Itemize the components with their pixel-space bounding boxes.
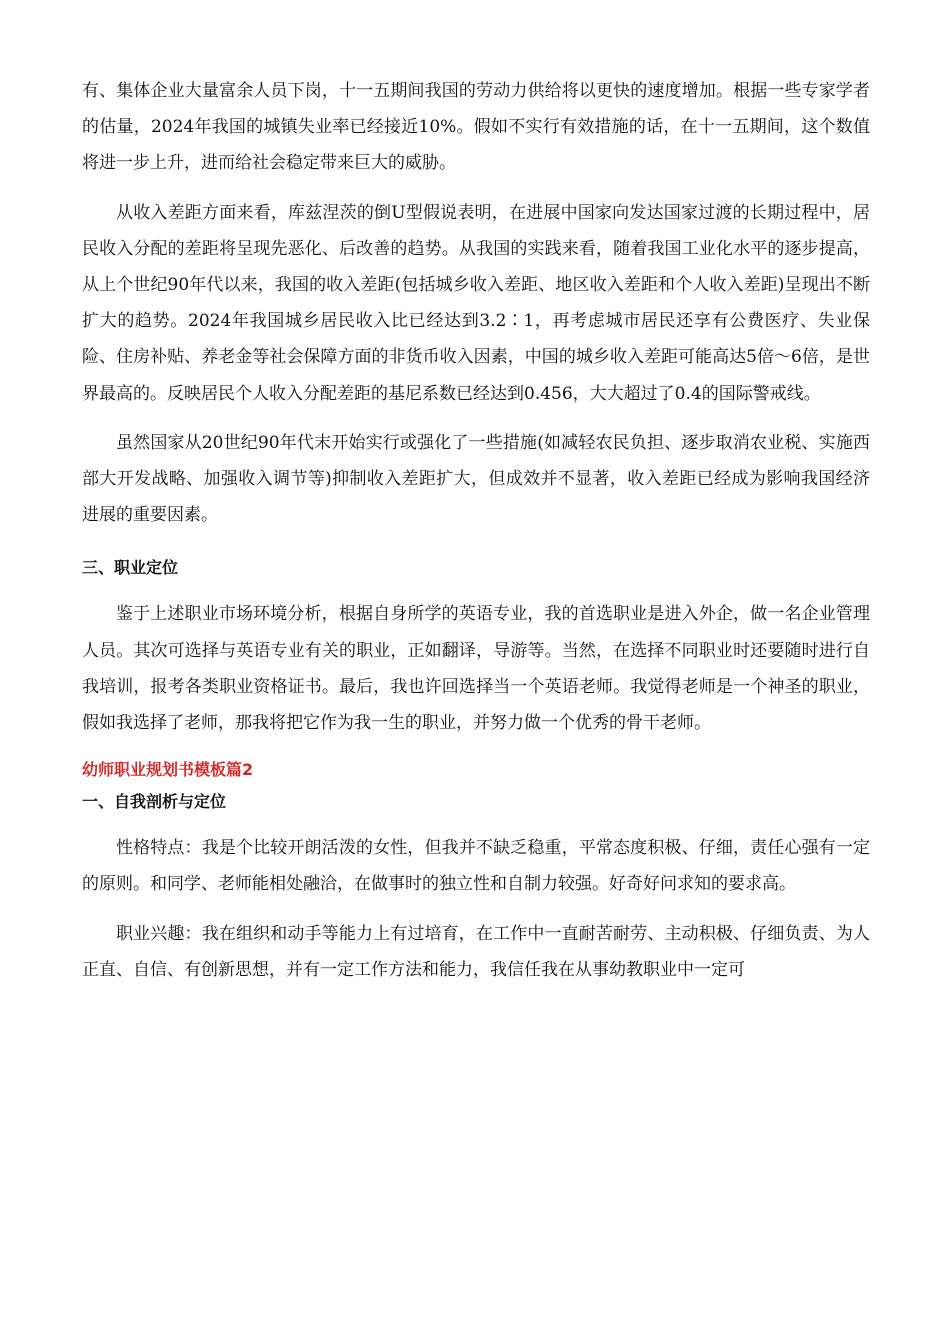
part-title: 幼师职业规划书模板篇2 — [82, 760, 254, 780]
paragraph-personality: 性格特点：我是个比较开朗活泼的女性，但我并不缺乏稳重，平常态度积极、仔细，责任心强有一定的原则。和同学、老师能相处融洽，在做事时的独立性和自制力较强。好奇好问求知的要求高。 — [82, 838, 870, 895]
paragraph-unemployment: 有、集体企业大量富余人员下岗，十一五期间我国的劳动力供给将以更快的速度增加。根据一些专家学者的估量，2024年我国的城镇失业率已经接近10%。假如不实行有效措施的话，在十一五期间，这个数值将进一步上升，进而给社会稳定带来巨大的威胁。 — [82, 81, 870, 174]
paragraph-interests: 职业兴趣：我在组织和动手等能力上有过培育，在工作中一直耐苦耐劳、主动积极、仔细负责、为人正直、自信、有创新思想，并有一定工作方法和能力，我信任我在从事幼教职业中一定可 — [82, 923, 870, 980]
section-heading-self-analysis: 一、自我剖析与定位 — [82, 792, 227, 812]
paragraph-career-choice: 鉴于上述职业市场环境分析，根据自身所学的英语专业，我的首选职业是进入外企，做一名企业管理人员。其次可选择与英语专业有关的职业，正如翻译，导游等。当然，在选择不同职业时还要随时进行自我培训，报考各类职业资格证书。最后，我也许回选择当一个英语老师。我觉得老师是一个神圣的职业，假如我选择了老师，那我将把它作为我一生的职业，并努力做一个优秀的骨干老师。 — [82, 604, 870, 734]
paragraph-income-gap: 从收入差距方面来看，库兹涅茨的倒U型假说表明，在进展中国家向发达国家过渡的长期过程中，居民收入分配的差距将呈现先恶化、后改善的趋势。从我国的实践来看，随着我国工业化水平的逐步提高，从上个世纪90年代以来，我国的收入差距(包括城乡收入差距、地区收入差距和个人收入差距)呈现出不断扩大的趋势。2024年我国城乡居民收入比已经达到3.2∶1，再考虑城市居民还享有公费医疗、失业保险、住房补贴、养老金等社会保障方面的非货币收入因素，中国的城乡收入差距可能高达5倍～6倍，是世界最高的。反映居民个人收入分配差距的基尼系数已经达到0.456，大大超过了0.4的国际警戒线。 — [82, 202, 870, 404]
document-page — [82, 73, 870, 988]
paragraph-policy-measures: 虽然国家从20世纪90年代末开始实行或强化了一些措施(如减轻农民负担、逐步取消农业税、实施西部大开发战略、加强收入调节等)抑制收入差距扩大，但成效并不显著，收入差距已经成为影响我国经济进展的重要因素。 — [82, 432, 870, 526]
section-heading-career-positioning: 三、职业定位 — [82, 558, 179, 578]
